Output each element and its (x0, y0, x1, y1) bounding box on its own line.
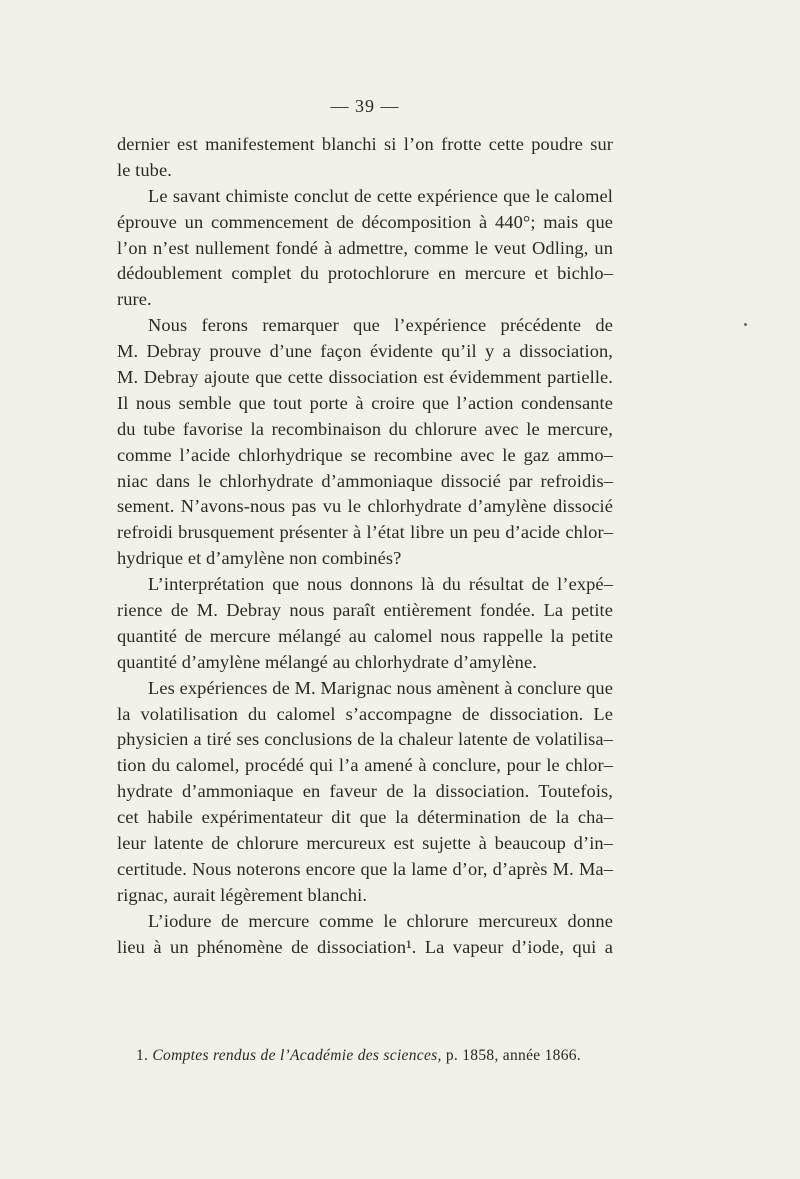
text-line: leur latente de chlorure mercureux est sujette à beaucoup d’in– (117, 833, 613, 854)
text-line: Il nous semble que tout porte à croire que l’action condensante (117, 392, 613, 413)
text-line: rure. (117, 289, 152, 310)
text-line: hydrique et d’amylène non combinés? (117, 548, 402, 569)
text-line: rignac, aurait légèrement blanchi. (117, 884, 368, 905)
text-line: quantité de mercure mélangé au calomel nous rappelle la petite (117, 625, 613, 646)
text-line: l’on n’est nullement fondé à admettre, comme le veut Odling, un (117, 237, 613, 258)
text-line: M. Debray prouve d’une façon évidente qu’il y a dissociation, (117, 341, 613, 362)
paper-speck (744, 323, 747, 326)
text-line: cet habile expérimentateur dit que la détermination de la cha– (117, 807, 613, 828)
footnote (136, 1047, 581, 1065)
text-line: L’iodure de mercure comme le chlorure mercureux donne (148, 910, 613, 931)
text-line: rience de M. Debray nous paraît entièrement fondée. La petite (117, 600, 613, 621)
body-text (117, 132, 613, 961)
text-line: éprouve un commencement de décomposition à 440°; mais que (117, 211, 613, 232)
text-line: refroidi brusquement présenter à l’état libre un peu d’acide chlor– (117, 522, 613, 543)
text-line: physicien a tiré ses conclusions de la chaleur latente de volatilisa– (117, 729, 613, 750)
text-line: Nous ferons remarquer que l’expérience précédente de (148, 315, 613, 336)
text-line: hydrate d’ammoniaque en faveur de la dissociation. Toutefois, (117, 781, 613, 802)
text-line: quantité d’amylène mélangé au chlorhydrate d’amylène. (117, 651, 537, 672)
text-line: le tube. (117, 159, 172, 180)
footnote-reference: p. 1858, année 1866. (445, 1047, 581, 1064)
text-line: lieu à un phénomène de dissociation¹. La vapeur d’iode, qui a (117, 936, 613, 957)
text-line: dernier est manifestement blanchi si l’on frotte cette poudre sur (117, 134, 613, 154)
text-line: L’interprétation que nous donnons là du résultat de l’expé– (148, 574, 613, 595)
text-line: la volatilisation du calomel s’accompagne de dissociation. Le (117, 703, 613, 724)
text-line: Le savant chimiste conclut de cette expérience que le calomel (148, 185, 613, 206)
text-line: dédoublement complet du protochlorure en mercure et bichlo– (117, 263, 613, 284)
footnote-number: 1. (136, 1047, 149, 1064)
page-number: — 39 — (330, 96, 400, 116)
text-line: sement. N’avons-nous pas vu le chlorhydrate d’amylène dissocié (117, 496, 613, 517)
text-line: Les expériences de M. Marignac nous amènent à conclure que (148, 677, 613, 698)
footnote-title: Comptes rendus de l’Académie des sciences, (152, 1047, 442, 1064)
text-line: comme l’acide chlorhydrique se recombine avec le gaz ammo– (117, 444, 613, 465)
text-line: M. Debray ajoute que cette dissociation est évidemment partielle. (117, 367, 613, 388)
text-line: certitude. Nous noterons encore que la lame d’or, d’après M. Ma– (117, 858, 613, 879)
text-line: niac dans le chlorhydrate d’ammoniaque dissocié par refroidis– (117, 470, 613, 491)
text-line: tion du calomel, procédé qui l’a amené à conclure, pour le chlor– (117, 755, 613, 776)
text-line: du tube favorise la recombinaison du chlorure avec le mercure, (117, 418, 613, 439)
